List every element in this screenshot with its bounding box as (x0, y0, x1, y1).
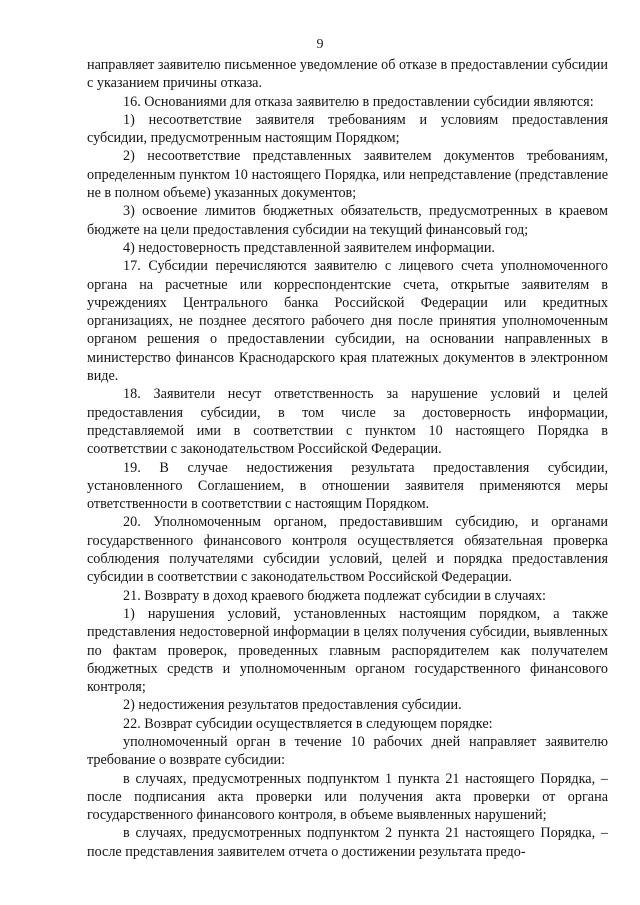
paragraph-clause-20: 20. Уполномоченным органом, предоставившим субсидию, и органами государственного финансового контроля осуществляется обязательная проверка соблюдения получателями субсидии условий, целей и порядка предоставления субсидии в соответствии с законодательством Российской Федерации. (87, 514, 608, 586)
paragraph-clause-16-item-1: 1) несоответствие заявителя требованиям и условиям предоставления субсидии, предусмотренным настоящим Порядком; (87, 111, 608, 147)
document-body (87, 56, 608, 861)
paragraph-clause-16: 16. Основаниями для отказа заявителю в предоставлении субсидии являются: (123, 93, 594, 110)
paragraph-continuation: направляет заявителю письменное уведомление об отказе в предоставлении субсидии с указанием причины отказа. (87, 57, 608, 92)
paragraph-clause-21-item-2: 2) недостижения результатов предоставления субсидии. (123, 697, 462, 714)
paragraph-clause-19: 19. В случае недостижения результата предоставления субсидии, установленного Соглашением, в отношении заявителя применяются меры ответственности в соответствии с настоящим Порядком. (87, 459, 608, 513)
paragraph-clause-22: 22. Возврат субсидии осуществляется в следующем порядке: (123, 715, 493, 732)
paragraph-clause-17: 17. Субсидии перечисляются заявителю с лицевого счета уполномоченного органа на расчетные или корреспондентские счета, открытые заявителям в учреждениях Центрального банка Российской Федерации или кредитных организациях, не позднее десятого рабочего дня после принятия уполномоченным органом решения о предоставлении субсидии, на основании направленных в министерство финансов Краснодарского края платежных документов в электронном виде. (87, 258, 608, 385)
paragraph-clause-16-item-2: 2) несоответствие представленных заявителем документов требованиям, определенным пунктом 10 настоящего Порядка, или непредставление (представление не в полном объеме) указанных документов; (87, 148, 608, 202)
paragraph-clause-21-item-1: 1) нарушения условий, установленных настоящим порядком, а также представления недостоверной информации в целях получения субсидии, выявленных по фактам проверок, проведенных главным распорядителем как получателем бюджетных средств и уполномоченным органом государственного финансового контроля; (87, 605, 608, 696)
paragraph-clause-16-item-4: 4) недостоверность представленной заявителем информации. (123, 239, 495, 256)
paragraph-clause-16-item-3: 3) освоение лимитов бюджетных обязательств, предусмотренных в краевом бюджете на цели предоставления субсидии на текущий финансовый год; (87, 203, 608, 238)
paragraph-clause-22-case-1: в случаях, предусмотренных подпунктом 1 пункта 21 настоящего Порядка, – после подписания акта проверки или получения акта проверки от органа государственного финансового контроля, в объеме выявленных нарушений; (87, 770, 608, 824)
paragraph-clause-21: 21. Возврату в доход краевого бюджета подлежат субсидии в случаях: (123, 587, 546, 604)
paragraph-clause-22-intro: уполномоченный орган в течение 10 рабочих дней направляет заявителю требование о возврате субсидии: (87, 733, 608, 769)
page-number: 9 (316, 37, 324, 52)
paragraph-clause-22-case-2: в случаях, предусмотренных подпунктом 2 пункта 21 настоящего Порядка, – после представления заявителем отчета о достижении результата предо- (87, 825, 608, 860)
paragraph-clause-18: 18. Заявители несут ответственность за нарушение условий и целей предоставления субсидии, в том числе за достоверность информации, представляемой ими в соответствии с пунктом 10 настоящего Порядка в соответствии с законодательством Российской Федерации. (87, 386, 608, 458)
